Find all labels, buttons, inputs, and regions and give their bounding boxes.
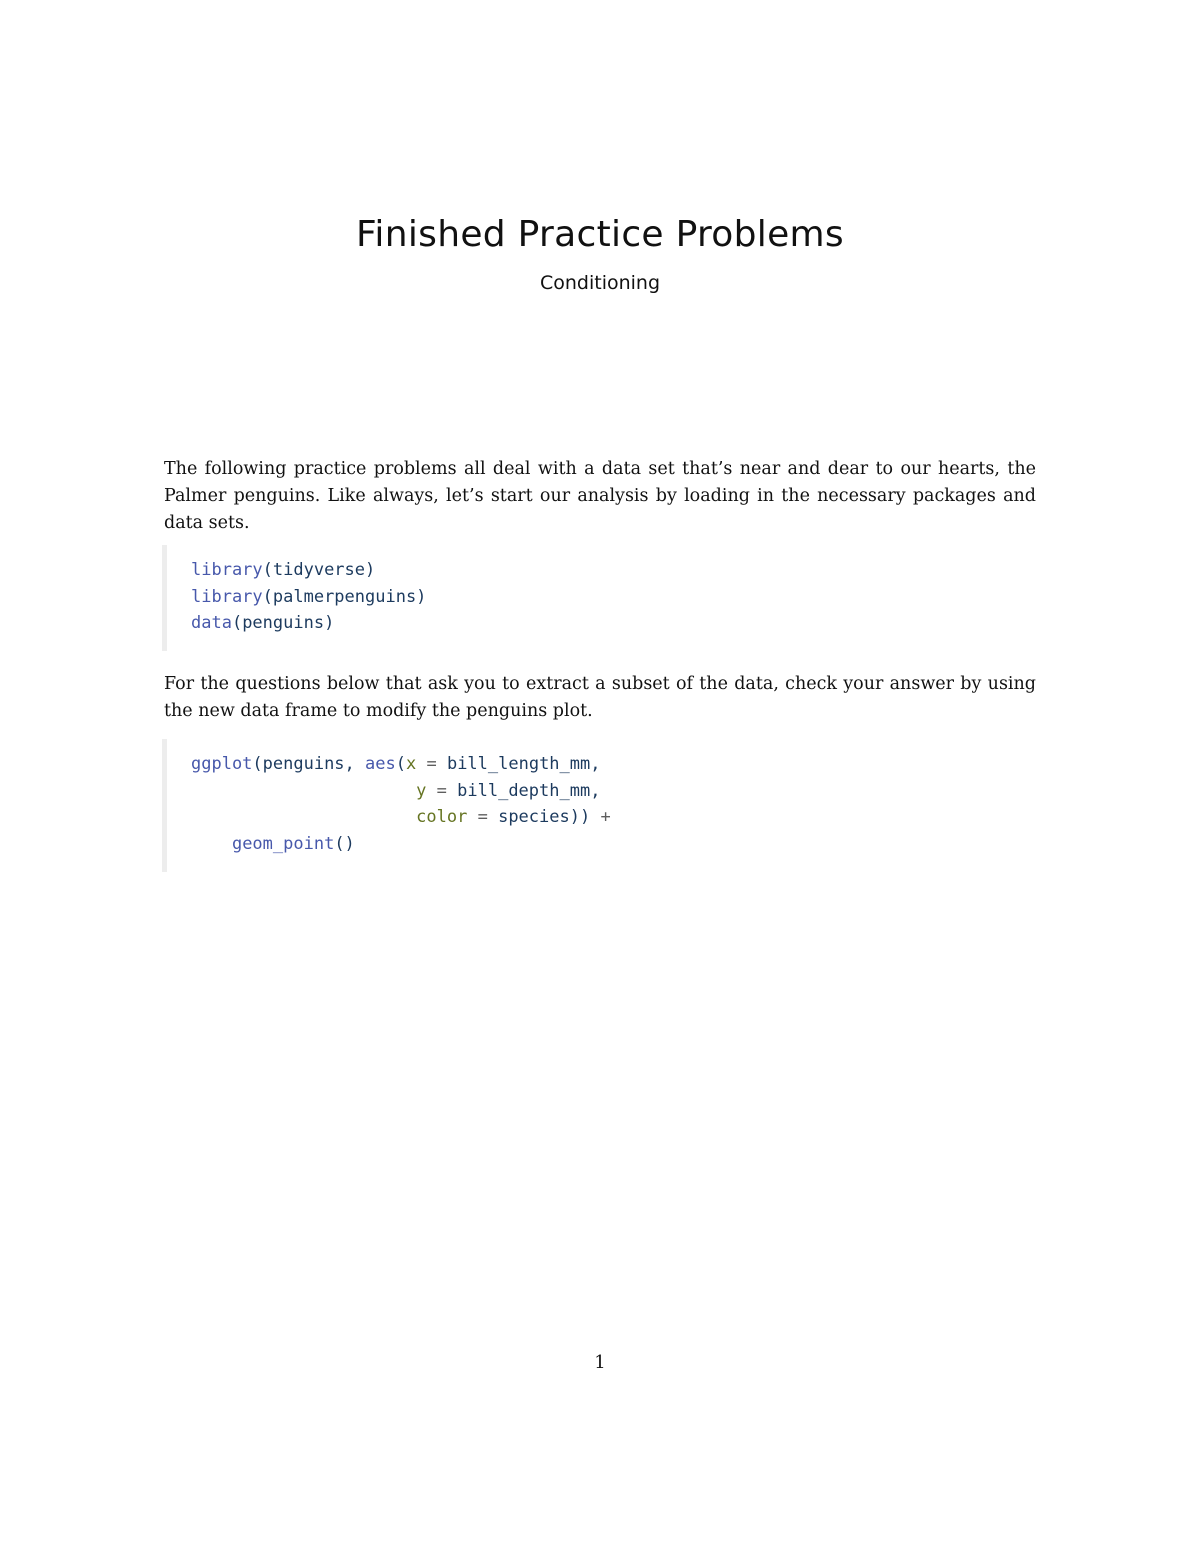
page-subtitle: Conditioning [539,272,661,294]
code-line [191,751,1038,778]
code-args: () [334,833,355,854]
code-indent [191,807,416,827]
code-value: bill_depth_mm, [457,780,601,801]
code-indent [191,781,416,801]
code-function: geom_point [231,833,335,854]
code-line [191,557,1038,584]
code-line [191,584,1038,611]
code-line [191,831,1038,858]
code-line [191,778,1038,805]
code-args: (tidyverse) [262,560,376,580]
instructions-paragraph: For the questions below that ask you to extract a subset of the data, check your answer by using the new data frame to modify the penguins plot. [164,674,1036,721]
code-value: bill_length_mm, [446,754,601,774]
code-args: (palmerpenguins) [262,586,427,607]
code-args: (penguins, [252,754,366,774]
code-argument-name: x [405,754,417,774]
code-indent [191,834,232,854]
page-number: 1 [594,1352,606,1373]
code-operator: = [467,807,499,827]
code-function: data [191,613,232,633]
code-paren: ( [395,754,406,774]
code-args: (penguins) [231,613,335,633]
code-block-plot [162,739,1038,872]
code-line [191,804,1038,831]
code-operator: = [426,780,458,801]
code-operator: = [416,754,447,774]
code-argument-name: y [416,780,427,801]
page-title: Finished Practice Problems [356,214,844,255]
intro-paragraph: The following practice problems all deal with a data set that’s near and dear to our hearts, the Palmer penguins. Like always, let’s start our analysis by loading in the necessary packages and data sets. [164,459,1036,533]
code-function: aes [365,754,396,774]
code-value: species)) [498,807,601,827]
code-operator: + [600,807,611,827]
code-argument-name: color [416,807,468,827]
code-function: ggplot [191,754,253,774]
code-line [191,610,1038,637]
code-function: library [191,560,263,580]
code-block-setup [162,545,1038,651]
code-function: library [191,586,263,607]
